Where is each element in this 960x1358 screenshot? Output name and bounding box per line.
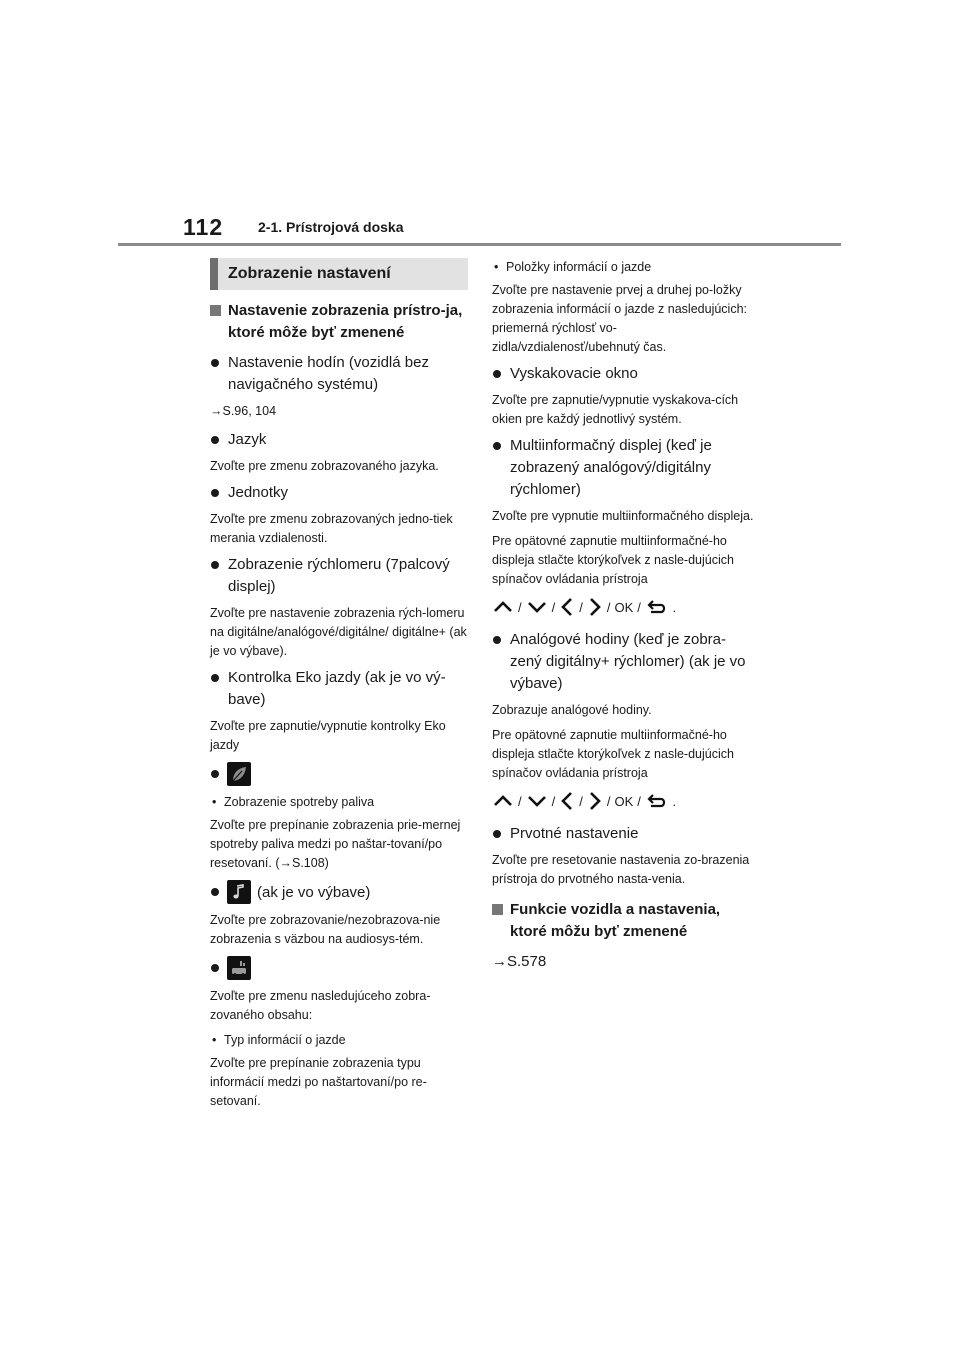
page-header: [0, 0, 960, 250]
up-arrow-icon: [492, 791, 514, 811]
audio-icon-line: [210, 879, 468, 905]
eco-leaf-icon: [227, 762, 251, 786]
back-icon: [645, 597, 669, 617]
square-marker: [492, 904, 503, 915]
down-arrow-icon: [526, 597, 548, 617]
bullet-eco: Kontrolka Eko jazdy (ak je vo vý-bave): [210, 667, 468, 711]
down-arrow-icon: [526, 791, 548, 811]
fuel-text: Zvoľte pre prepínanie zobrazenia prie-mernej spotreby paliva medzi po naštar-tovaní/po resetovaní. (→S.108): [210, 818, 461, 870]
analog-text-1: Zobrazuje analógové hodiny.: [492, 703, 652, 717]
bullet-dot: [211, 436, 219, 444]
drive-text: Zvoľte pre zmenu nasledujúceho zobra-zovaného obsahu:: [210, 989, 431, 1022]
chapter-title: Zobrazenie nastavení: [210, 258, 468, 290]
clock-ref: →S.96, 104: [210, 404, 277, 418]
heading-display-settings: Nastavenie zobrazenia prístro-ja, ktoré môže byť zmenené: [210, 300, 468, 344]
left-column: [210, 258, 468, 1117]
bullet-dot: [211, 359, 219, 367]
drive-icon-line: [210, 955, 468, 981]
bullet-clock: Nastavenie hodín (vozidlá bez navigačného systému): [210, 352, 468, 396]
bullet-dot: [493, 370, 501, 378]
left-arrow-icon: [559, 596, 575, 618]
bullet-dot: [493, 830, 501, 838]
right-arrow-icon: [587, 596, 603, 618]
bullet-dot: [211, 770, 219, 778]
ok-switch-label: OK: [614, 793, 634, 809]
analog-text-2: Pre opätovné zapnutie multiinformačné-ho displeja stlačte ktorýkoľvek z nasle-dujúcich spínačov ovládania prístroja: [492, 728, 734, 780]
audio-text: Zvoľte pre zobrazovanie/nezobrazova-nie zobrazenia s väzbou na audiosys-tém.: [210, 913, 441, 946]
bullet-dot: [211, 888, 219, 896]
functions-ref: →S.578: [492, 953, 547, 970]
fuel-subitem: • Zobrazenie spotreby paliva: [212, 795, 375, 809]
switch-row-1: / / / / OK / .: [492, 595, 754, 619]
back-icon: [645, 791, 669, 811]
audio-optional-label: (ak je vo výbave): [257, 883, 371, 901]
right-column: [492, 258, 754, 981]
bullet-speedometer: Zobrazenie rýchlomeru (7palcový displej): [210, 554, 468, 598]
bullet-dot: [211, 674, 219, 682]
items-subitem: • Položky informácií o jazde: [494, 260, 652, 274]
up-arrow-icon: [492, 597, 514, 617]
bullet-units: Jednotky: [210, 482, 468, 504]
drive-info-icon: [227, 956, 251, 980]
ok-switch-label: OK: [614, 599, 634, 615]
music-note-icon: [227, 880, 251, 904]
bullet-dot: [493, 636, 501, 644]
bullet-popup: Vyskakovacie okno: [492, 363, 754, 385]
bullet-dot: [211, 964, 219, 972]
drive-sub-text: Zvoľte pre prepínanie zobrazenia typu informácií medzi po naštartovaní/po re-setovaní.: [210, 1056, 427, 1108]
speedometer-text: Zvoľte pre nastavenie zobrazenia rých-lomeru na digitálne/analógové/digitálne/ digitálne+ (ak je vo výbave).: [210, 606, 467, 658]
header-divider: [118, 243, 841, 246]
page-number: 112: [183, 214, 224, 240]
square-marker: [210, 305, 221, 316]
drive-subitem: • Typ informácií o jazde: [212, 1033, 346, 1047]
language-text: Zvoľte pre zmenu zobrazovaného jazyka.: [210, 459, 439, 473]
bullet-dot: [211, 561, 219, 569]
eco-text: Zvoľte pre zapnutie/vypnutie kontrolky Eko jazdy: [210, 719, 446, 752]
multi-info-text-2: Pre opätovné zapnutie multiinformačné-ho displeja stlačte ktorýkoľvek z nasle-dujúcich spínačov ovládania prístroja: [492, 534, 734, 586]
items-text: Zvoľte pre nastavenie prvej a druhej po-ložky zobrazenia informácií o jazde z nasledujúcich: priemerná rýchlosť vo-zidla/vzdialenosť/ubehnutý čas.: [492, 283, 747, 354]
right-arrow-icon: [587, 790, 603, 812]
bullet-language: Jazyk: [210, 429, 468, 451]
bullet-initial-setting: Prvotné nastavenie: [492, 823, 754, 845]
section-title: 2-1. Prístrojová doska: [258, 219, 404, 235]
units-text: Zvoľte pre zmenu zobrazovaných jedno-tiek merania vzdialenosti.: [210, 512, 453, 545]
heading-vehicle-functions: Funkcie vozidla a nastavenia, ktoré môžu byť zmenené: [492, 899, 754, 943]
initial-setting-text: Zvoľte pre resetovanie nastavenia zo-brazenia prístroja do prvotného nasta-venia.: [492, 853, 750, 886]
bullet-dot: [211, 489, 219, 497]
left-arrow-icon: [559, 790, 575, 812]
bullet-multi-info: Multiinformačný displej (keď je zobrazený analógový/digitálny rýchlomer): [492, 435, 754, 501]
switch-row-2: / / / / OK / .: [492, 789, 754, 813]
multi-info-text-1: Zvoľte pre vypnutie multiinformačného displeja.: [492, 509, 754, 523]
bullet-analog-clock: Analógové hodiny (keď je zobra-zený digitálny+ rýchlomer) (ak je vo výbave): [492, 629, 754, 695]
bullet-dot: [493, 442, 501, 450]
popup-text: Zvoľte pre zapnutie/vypnutie vyskakova-cích okien pre každý jednotlivý systém.: [492, 393, 739, 426]
eco-icon-line: [210, 761, 468, 787]
